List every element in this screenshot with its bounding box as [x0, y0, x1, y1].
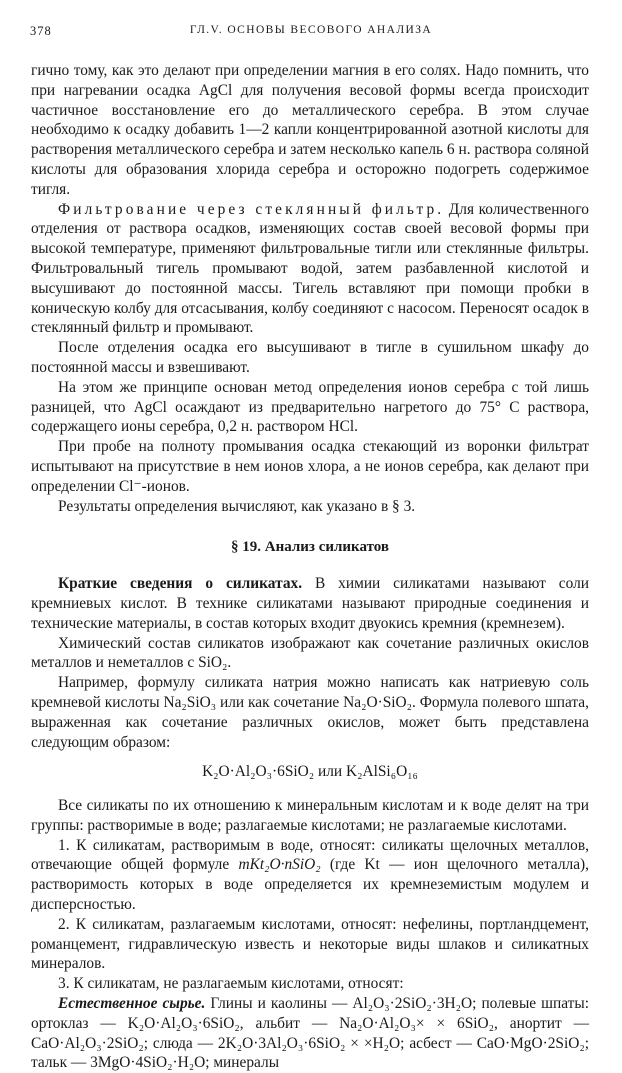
run-in-heading: Краткие сведения о силикатах.	[58, 575, 303, 593]
paragraph-text: Для количественного отделения от раствора осадков, изменяющих состав своей весовой формы при высокой температуре, применяют фильтровальные тигли или стеклянные фильтры. Фильтровальный тигель промывают водой, затем разбавленной кислотой и высушивают до постоянной массы. Тигель вставляют при помощи пробки в коническую колбу для отсасывания, колбу соединяют с насосом. Переносят осадок в стеклянный фильтр и промывают.	[31, 200, 589, 337]
paragraph-continuation: гично тому, как это делают при определении магния в его солях. Надо помнить, что при нагревании осадка AgCl для получения весовой формы всегда происходит частичное восстановление его до металлического серебра. В этом случае необходимо к осадку добавить 1—2 капли концентрированной азотной кислоты для растворения металлического серебра и затем несколько капель 6 н. раствора соляной кислоты для образования хлорида серебра и осторожно подогреть содержимое тигля.	[31, 62, 589, 198]
paragraph-washing-test: При пробе на полноту промывания осадка стекающий из воронки фильтрат испытывают на присутствие в нем ионов хлора, а не ионов серебра, как делают при определении Cl⁻-ионов.	[31, 438, 589, 495]
display-formula: K₂O·Al₂O₃·6SiO₂ или K₂AlSi₆O₁₆	[202, 763, 418, 781]
section-heading: § 19. Анализ силикатов	[231, 539, 389, 556]
paragraph-text: 1. К силикатам, растворимым в воде, относят: силикаты щелочных металлов, отвечающие общей формуле	[31, 836, 589, 874]
paragraph-group-1	[31, 836, 589, 915]
paragraph-natural-raw	[31, 994, 589, 1073]
page-header	[30, 24, 592, 44]
paragraph-glass-filter	[31, 200, 589, 339]
run-in-heading: Фильтрование через стеклянный фильтр.	[58, 200, 445, 218]
paragraph-composition: Химический состав силикатов изображают как сочетание различных окислов металлов и неметаллов с SiO₂.	[31, 634, 589, 672]
paragraph-groups: Все силикаты по их отношению к минеральным кислотам и к воде делят на три группы: растворимые в воде; разлагаемые кислотами; не разлагаемые кислотами.	[31, 797, 589, 834]
paragraph-group-2: 2. К силикатам, разлагаемым кислотами, относят: нефелины, портландцемент, романцемент, гидравлическую известь и некоторые виды шлаков и силикатных минералов.	[31, 915, 589, 973]
paragraph-group-3: 3. К силикатам, не разлагаемым кислотами, относят:	[58, 975, 404, 993]
page-body	[31, 61, 589, 1073]
paragraph-silicates-intro	[31, 574, 589, 633]
run-in-heading: Естественное сырье.	[58, 995, 206, 1013]
paragraph-drying: После отделения осадка его высушивают в тигле в сушильном шкафу до постоянной массы и взвешивают.	[31, 339, 589, 376]
page-number: 378	[30, 24, 52, 38]
paragraph-text: В химии силикатами называют соли кремниевых кислот. В технике силикатами называют природные соединения и технические материалы, в состав которых входит двуокись кремния (кремнезем).	[31, 575, 589, 632]
running-title: ГЛ.V. ОСНОВЫ ВЕСОВОГО АНАЛИЗА	[189, 24, 433, 36]
paragraph-text: (где Kt — ион щелочного металла), растворимость которых в воде определяется их кремнеземистым модулем и дисперсностью.	[31, 856, 589, 914]
paragraph-text: Глины и каолины — Al₂O₃·2SiO₂·3H₂O; полевые шпаты: ортоклаз — K₂O·Al₂O₃·6SiO₂, альбит — Na₂O·Al₂O₃× × 6SiO₂, анортит — CaO·Al₂O₃·2SiO₂; слюда — 2K₂O·3Al₂O₃·6SiO₂ × ×H₂O; асбест — CaO·MgO·2SiO₂; тальк — 3MgO·4SiO₂·H₂O; минералы	[31, 995, 589, 1072]
paragraph-example: Например, формулу силиката натрия можно написать как натриевую соль кремневой кислоты Na₂SiO₃ или как сочетание Na₂O·SiO₂. Формула полевого шпата, выраженная как сочетание различных окислов, может быть представлена следующим образом:	[31, 674, 589, 751]
paragraph-silver-method: На этом же принципе основан метод определения ионов серебра с той лишь разницей, что AgCl осаждают из предварительно нагретого до 75° С раствора, содержащего ионы серебра, 0,2 н. раствором HCl.	[31, 378, 589, 436]
paragraph-results: Результаты определения вычисляют, как указано в § 3.	[58, 497, 416, 515]
inline-formula: mKt₂O·nSiO₂	[238, 856, 321, 874]
